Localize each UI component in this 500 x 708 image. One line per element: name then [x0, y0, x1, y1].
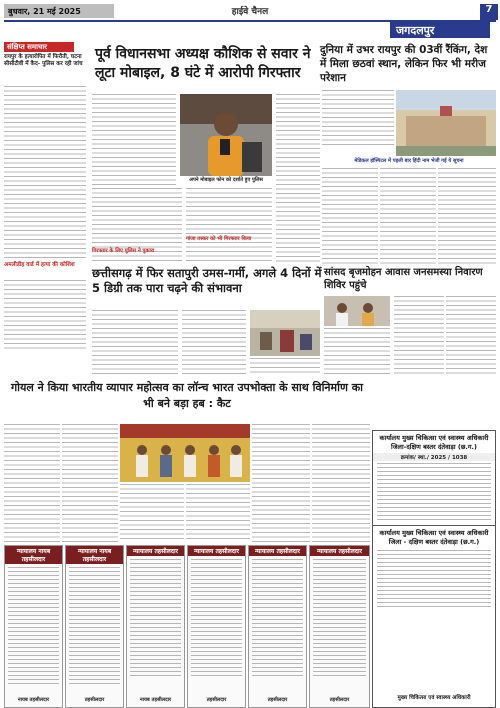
court-notice-6-sign: तहसीलदार [329, 697, 350, 703]
public-meeting-image [324, 296, 390, 326]
story1-subhead-a: गिरफ्तार के लिए पुलिस ने पुकारा [92, 248, 155, 254]
court-notice-5-title: न्यायालय तहसीलदार [249, 546, 306, 556]
bottom-story-headline: गोयल ने किया भारतीय व्यापार महोत्सव का लॉन्च भारत उपभोक्ता के साथ विनिर्माण का भी बने बड़ा हब : कैट [10, 381, 364, 410]
story2-text-col2 [380, 168, 436, 264]
tender-notice-body [373, 463, 495, 523]
story2-text-top [322, 90, 394, 146]
court-notice-5 [248, 545, 307, 708]
court-notice-4-sign: तहसीलदार [206, 697, 227, 703]
hospital-building-image [396, 90, 496, 156]
court-notice-4 [187, 545, 246, 708]
story1-headline: पूर्व विधानसभा अध्यक्ष कौशिक से सवार ने लूटा मोबाइल, 8 घंटे में आरोपी गिरफ्तार [95, 46, 311, 81]
court-notice-4-body [188, 559, 245, 677]
court-notice-2-title: न्यायालय नायब तहसीलदार [66, 546, 123, 564]
left-subhead-1: रायपुर के हत्यारोपित में फिरौती, घटना सीसीटीवी में कैद- पुलिस कर रही जांच [4, 54, 83, 67]
left-subhead-2: अमलीडीह वार्ड में हत्या की कोशिश [4, 262, 75, 268]
court-notice-1-sign: नायब तहसीलदार [17, 697, 50, 703]
tender-notice-section2: कार्यालय मुख्य चिकित्सा एवं स्वास्थ्य अधिकारी जिला - दक्षिण बस्तर दंतेवाड़ा (छ.ग.) [373, 525, 495, 548]
court-notice-3-title: न्यायालय तहसीलदार [127, 546, 184, 556]
court-notice-2 [65, 545, 124, 708]
court-notice-3-body [127, 559, 184, 677]
brief-tag: संक्षिप्त समाचार [4, 42, 74, 52]
bottom-text-col4 [186, 484, 250, 542]
tender-notice-title: कार्यालय मुख्य चिकित्सा एवं स्वास्थ्य अधिकारी जिला-दक्षिण बस्तर दंतेवाड़ा (छ.ग.) [379, 434, 489, 451]
left-column-text [4, 86, 86, 258]
person-holding-phone-image [180, 94, 272, 176]
court-notice-2-sign: तहसीलदार [84, 697, 105, 703]
weather-text-col2 [182, 310, 246, 376]
court-notice-1 [4, 545, 63, 708]
story1-subhead-b: गांजा तस्कर को भी गिरफ्तार किया [186, 236, 252, 242]
weather-text-col1 [92, 310, 178, 376]
story2-text-col3 [438, 168, 496, 264]
story2-headline: दुनिया में उभर रायपुर की 03वीं रैंकिंग, देश में मिला छठवां स्थान, लेकिन फिर भी मरीज परेशान [320, 44, 488, 84]
court-notice-6 [309, 545, 370, 708]
mp-camp-photo [324, 296, 390, 326]
bottom-text-col5 [252, 424, 310, 542]
story2-text-col1 [322, 168, 378, 264]
bottom-text-col1 [4, 424, 60, 542]
court-notice-3-sign: नायब तहसीलदार [139, 697, 172, 703]
story1-text-col1 [92, 94, 176, 188]
left-column-text-2 [4, 280, 86, 350]
tender-notice-number: क्रमांक/ स्था./ 2025 / 1038 [373, 453, 495, 461]
bottom-text-col3 [120, 484, 184, 542]
story1-photo-caption: अपने मोबाइल फोन को दर्शाते हुए पुलिस [189, 177, 263, 183]
weather-photo-caption [250, 358, 320, 376]
bottom-text-col2 [62, 424, 118, 542]
court-notice-5-body [249, 559, 306, 677]
story1-text-col2 [186, 188, 272, 262]
court-notice-6-body [310, 559, 369, 677]
court-notice-1-title: न्यायालय नायब तहसीलदार [5, 546, 62, 564]
tender-notice-body-2 [373, 550, 495, 610]
story2-photo [396, 90, 496, 156]
court-notice-2-body [66, 567, 123, 685]
mp-camp-text-col2 [394, 296, 444, 376]
mp-camp-headline: सांसद बृजमोहन आवास जनसमस्या निवारण शिविर पहुंचे [324, 267, 483, 291]
court-notice-5-sign: तहसीलदार [267, 697, 288, 703]
tender-notice-signature: मुख्य चिकित्सा एवं स्वास्थ्य अधिकारी [397, 695, 471, 701]
paper-name: हाईवे चैनल [231, 7, 269, 17]
court-notice-4-title: न्यायालय तहसीलदार [188, 546, 245, 556]
bottom-story-photo [120, 424, 250, 482]
mp-camp-text-col1 [324, 328, 390, 376]
page-number: 7 [480, 4, 498, 20]
street-scene-image [250, 310, 320, 356]
issue-date: बुधवार, 21 मई 2025 [4, 4, 114, 18]
story1-photo [180, 94, 272, 176]
story2-photo-caption: मेडिकल हॉस्पिटल में पहली बार हिंदी नाम भेजी गई ये सूचना [354, 158, 464, 164]
story1-text-col3 [276, 94, 320, 264]
court-notice-3 [126, 545, 185, 708]
weather-photo [250, 310, 320, 356]
event-launch-image [120, 424, 250, 482]
section-name: जगदलपुर [390, 22, 490, 38]
weather-headline: छत्तीसगढ़ में फिर सतापुरी उमस-गर्मी, अगले 4 दिनों में 5 डिग्री तक पारा चढ़ने की संभावना [92, 266, 322, 295]
bottom-text-col6 [312, 424, 370, 542]
court-notice-1-body [5, 567, 62, 685]
tender-notice [372, 430, 496, 708]
mp-camp-text-col3 [446, 296, 496, 376]
court-notice-6-title: न्यायालय तहसीलदार [310, 546, 369, 556]
